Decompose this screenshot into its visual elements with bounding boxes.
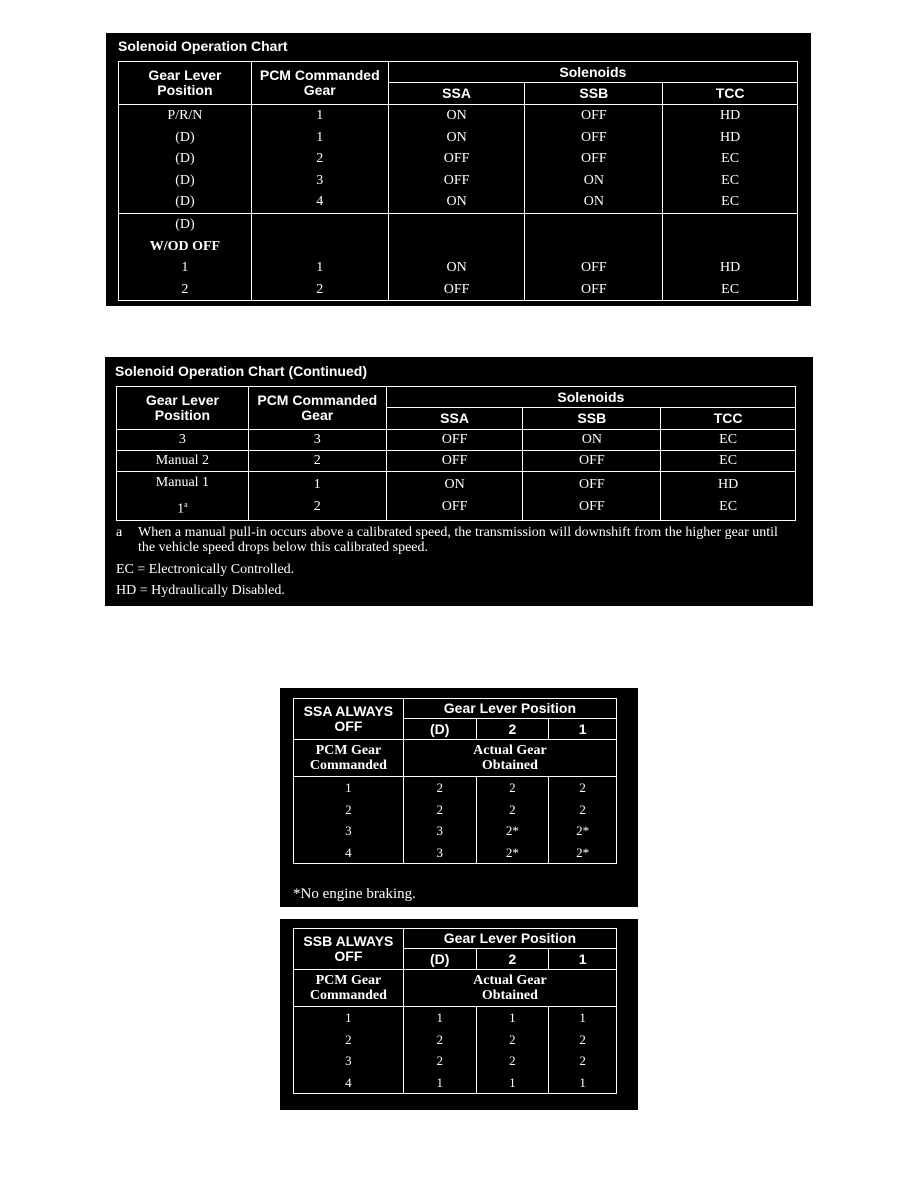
header-tcc: TCC [661,408,796,430]
position-1: 1 [549,719,617,740]
actual-gear-obtained-label: Actual Gear Obtained [403,740,616,777]
chart-title: Solenoid Operation Chart [118,38,288,54]
ssb-cell: OFF OFF [523,472,661,521]
obtained-2-cell: 1 2 2 1 [476,1007,549,1094]
no-engine-braking-note: *No engine braking. [293,886,416,902]
solenoid-chart-panel [106,33,811,306]
header-gear-lever: Gear Lever Position [119,62,252,105]
tcc-cell: HD EC [663,214,798,301]
position-d: (D) [403,949,476,970]
solenoid-continued-table [116,386,796,521]
table-row-group [294,777,617,864]
footnote-text: When a manual pull-in occurs above a calibrated speed, the transmission will downshift from the higher gear until the vehicle speed drops below this calibrated speed. [138,525,778,555]
solenoid-table [118,61,798,301]
ssa-always-off-label: SSA ALWAYS OFF [294,699,404,740]
header-gear-lever-position: Gear Lever Position [403,929,616,949]
obtained-2-cell: 2 2 2* 2* [476,777,549,864]
header-gear-lever-position: Gear Lever Position [403,699,616,719]
ssa-always-off-panel [280,688,638,907]
ssb-always-off-label: SSB ALWAYS OFF [294,929,404,970]
ssa-cell: ON ON OFF OFF ON [388,105,525,214]
gear-cell: 1 2 [248,472,386,521]
position-d: (D) [403,719,476,740]
obtained-d-cell: 2 2 3 3 [403,777,476,864]
header-gear-lever: Gear Lever Position [117,387,249,430]
actual-gear-obtained-label: Actual Gear Obtained [403,970,616,1007]
table-row-group [119,214,798,301]
position-2: 2 [476,949,549,970]
ssa-cell: ON OFF [388,214,525,301]
header-ssb: SSB [523,408,661,430]
commanded-cell: 1 2 3 4 [294,1007,404,1094]
ssa-cell: ON OFF [386,472,523,521]
header-tcc: TCC [663,83,798,105]
lever-cell: P/R/N (D) (D) (D) (D) [119,105,252,214]
position-1: 1 [549,949,617,970]
footnote-marker: a [116,525,123,540]
ssb-cell: OFF OFF [525,214,663,301]
table-row-group [294,1007,617,1094]
header-pcm-gear: PCM Commanded Gear [248,387,386,430]
table-row-group [119,105,798,214]
header-solenoids: Solenoids [386,387,795,408]
commanded-cell: 1 2 3 4 [294,777,404,864]
pcm-gear-commanded-label: PCM Gear Commanded [294,970,404,1007]
gear-cell: 1 2 [251,214,388,301]
obtained-1-cell: 1 2 2 1 [549,1007,617,1094]
tcc-cell: HD EC [661,472,796,521]
header-solenoids: Solenoids [388,62,797,83]
lever-cell: (D) W/OD OFF 1 2 [119,214,252,301]
pcm-gear-commanded-label: PCM Gear Commanded [294,740,404,777]
ssa-always-off-table [293,698,617,864]
chart-title: Solenoid Operation Chart (Continued) [115,363,367,379]
table-row: 3 3 OFF ON EC [117,430,796,451]
header-ssa: SSA [386,408,523,430]
position-2: 2 [476,719,549,740]
header-ssa: SSA [388,83,525,105]
gear-cell: 1 1 2 3 4 [251,105,388,214]
header-ssb: SSB [525,83,663,105]
solenoid-chart-continued-panel [105,357,813,606]
table-row-group [117,472,796,521]
ssb-cell: OFF OFF OFF ON ON [525,105,663,214]
ssb-always-off-panel [280,919,638,1110]
lever-cell: Manual 1 1$^a$ [117,472,249,521]
legend-hd: HD = Hydraulically Disabled. [116,583,285,598]
obtained-d-cell: 1 2 2 1 [403,1007,476,1094]
table-row: Manual 2 2 OFF OFF EC [117,451,796,472]
header-pcm-gear: PCM Commanded Gear [251,62,388,105]
obtained-1-cell: 2 2 2* 2* [549,777,617,864]
ssb-always-off-table [293,928,617,1094]
tcc-cell: HD HD EC EC EC [663,105,798,214]
legend-ec: EC = Electronically Controlled. [116,562,295,577]
